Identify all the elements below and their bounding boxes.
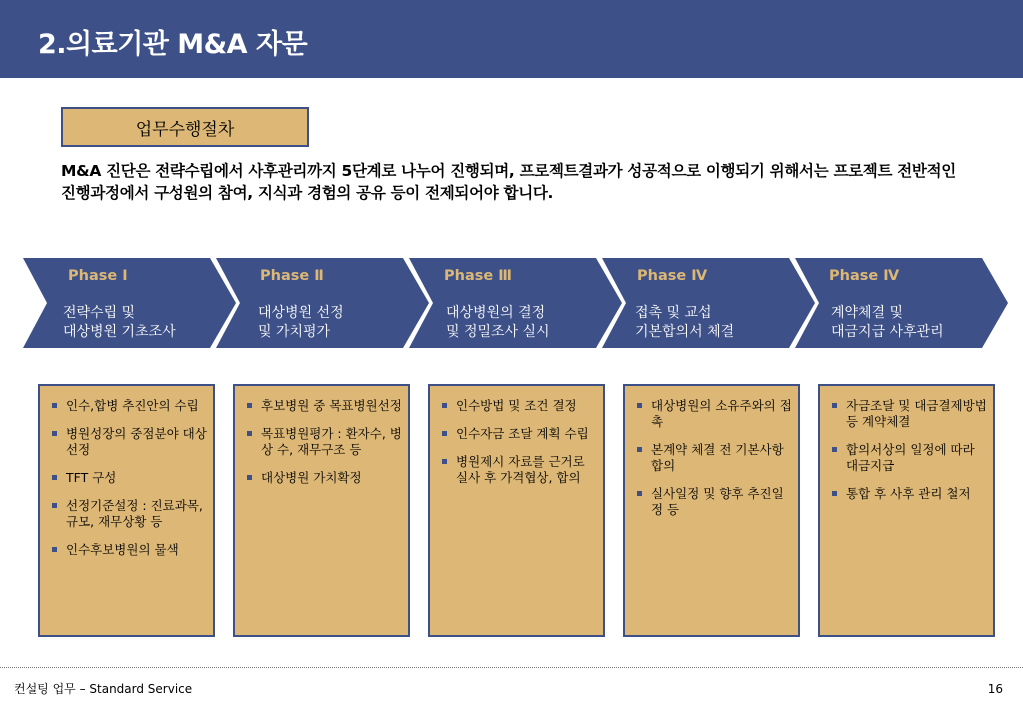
bullet-icon bbox=[52, 547, 57, 552]
list-item bbox=[830, 486, 987, 502]
bullet-icon bbox=[442, 459, 447, 464]
bullet-icon bbox=[832, 491, 837, 496]
phase-name-4: Phase Ⅳ bbox=[637, 268, 708, 284]
phase-detail-box-1 bbox=[38, 384, 215, 637]
phase-name-1: Phase Ⅰ bbox=[68, 268, 128, 284]
phase-detail-list bbox=[245, 398, 402, 486]
phase-desc-line: 및 정밀조사 실시 bbox=[446, 324, 550, 340]
bullet-icon bbox=[52, 403, 57, 408]
list-item-text: 병원성장의 중점분야 대상 선정 bbox=[66, 426, 207, 457]
page-number: 16 bbox=[987, 682, 1003, 696]
phase-desc-line: 접촉 및 교섭 bbox=[635, 305, 712, 321]
list-item bbox=[830, 442, 987, 474]
list-item-text: 본계약 체결 전 기본사항 합의 bbox=[651, 442, 784, 473]
list-item-text: 병원제시 자료를 근거로 실사 후 가격협상, 합의 bbox=[456, 454, 585, 485]
phase-detail-list bbox=[440, 398, 597, 486]
list-item-text: 목표병원평가 : 환자수, 병상 수, 재무구조 등 bbox=[261, 426, 402, 457]
list-item-text: 자금조달 및 대금결제방법 등 계약체결 bbox=[846, 398, 987, 429]
phase-desc-line: 계약체결 및 bbox=[831, 305, 904, 321]
list-item bbox=[245, 398, 402, 414]
bullet-icon bbox=[247, 403, 252, 408]
list-item bbox=[635, 398, 792, 430]
section-label bbox=[61, 107, 309, 147]
phase-desc-line: 대금지급 사후관리 bbox=[831, 324, 944, 340]
list-item-text: 인수방법 및 조건 결정 bbox=[456, 398, 577, 413]
phase-detail-list bbox=[635, 398, 792, 518]
phase-name-3: Phase Ⅲ bbox=[444, 268, 512, 284]
phase-desc-line: 및 가치평가 bbox=[258, 324, 331, 340]
list-item-text: 통합 후 사후 관리 철저 bbox=[846, 486, 971, 501]
list-item bbox=[50, 542, 207, 558]
list-item-text: 대상병원 가치확정 bbox=[261, 470, 362, 485]
phase-detail-box-4 bbox=[623, 384, 800, 637]
phase-desc-1 bbox=[63, 304, 176, 342]
bullet-icon bbox=[52, 503, 57, 508]
list-item-text: 인수자금 조달 계획 수립 bbox=[456, 426, 589, 441]
bullet-icon bbox=[832, 403, 837, 408]
list-item bbox=[440, 426, 597, 442]
bullet-icon bbox=[52, 475, 57, 480]
phase-desc-line: 대상병원의 결정 bbox=[446, 305, 546, 321]
list-item-text: 대상병원의 소유주와의 접촉 bbox=[651, 398, 792, 429]
phase-name-2: Phase Ⅱ bbox=[260, 268, 324, 284]
phase-desc-2 bbox=[258, 304, 344, 342]
list-item bbox=[50, 426, 207, 458]
intro-paragraph: M&A 진단은 전략수립에서 사후관리까지 5단계로 나누어 진행되며, 프로젝트결과가 성공적으로 이행되기 위해서는 프로젝트 전반적인 진행과정에서 구성원의 참여, 지식과 경험의 공유 등이 전제되어야 합니다. bbox=[61, 162, 956, 202]
list-item bbox=[635, 486, 792, 518]
bullet-icon bbox=[637, 447, 642, 452]
bullet-icon bbox=[442, 403, 447, 408]
phase-name-5: Phase Ⅳ bbox=[829, 268, 900, 284]
phase-detail-list bbox=[50, 398, 207, 558]
phase-desc-line: 대상병원 선정 bbox=[258, 305, 344, 321]
phase-detail-box-3 bbox=[428, 384, 605, 637]
header-bar bbox=[0, 0, 1023, 78]
footer-text: 컨설팅 업무 – Standard Service bbox=[14, 682, 193, 696]
section-label-text: 업무수행절차 bbox=[135, 119, 235, 140]
bullet-icon bbox=[247, 475, 252, 480]
list-item-text: 선정기준설정 : 진료과목, 규모, 재무상황 등 bbox=[66, 498, 203, 529]
phase-detail-box-2 bbox=[233, 384, 410, 637]
bullet-icon bbox=[442, 431, 447, 436]
bullet-icon bbox=[637, 491, 642, 496]
list-item-text: 인수후보병원의 물색 bbox=[66, 542, 179, 557]
phase-desc-4 bbox=[635, 304, 734, 342]
list-item bbox=[245, 470, 402, 486]
list-item bbox=[830, 398, 987, 430]
list-item-text: TFT 구성 bbox=[66, 470, 117, 485]
bullet-icon bbox=[52, 431, 57, 436]
bullet-icon bbox=[637, 403, 642, 408]
phase-detail-box-5 bbox=[818, 384, 995, 637]
list-item bbox=[50, 398, 207, 414]
page-title: 2.의료기관 M&A 자문 bbox=[38, 29, 308, 60]
phase-desc-5 bbox=[831, 304, 944, 342]
phase-desc-line: 대상병원 기초조사 bbox=[63, 324, 176, 340]
footer-divider bbox=[0, 667, 1023, 668]
list-item-text: 후보병원 중 목표병원선정 bbox=[261, 398, 402, 413]
phase-desc-line: 기본합의서 체결 bbox=[635, 324, 735, 340]
phase-desc-3 bbox=[446, 304, 550, 342]
list-item bbox=[50, 498, 207, 530]
list-item bbox=[440, 398, 597, 414]
bullet-icon bbox=[247, 431, 252, 436]
list-item-text: 인수,합병 추진안의 수립 bbox=[66, 398, 199, 413]
list-item bbox=[50, 470, 207, 486]
bullet-icon bbox=[832, 447, 837, 452]
list-item-text: 합의서상의 일정에 따라 대금지급 bbox=[846, 442, 975, 473]
list-item bbox=[245, 426, 402, 458]
phase-desc-line: 전략수립 및 bbox=[63, 305, 136, 321]
list-item-text: 실사일정 및 향후 추진일정 등 bbox=[651, 486, 784, 517]
phase-detail-list bbox=[830, 398, 987, 502]
list-item bbox=[635, 442, 792, 474]
list-item bbox=[440, 454, 597, 486]
